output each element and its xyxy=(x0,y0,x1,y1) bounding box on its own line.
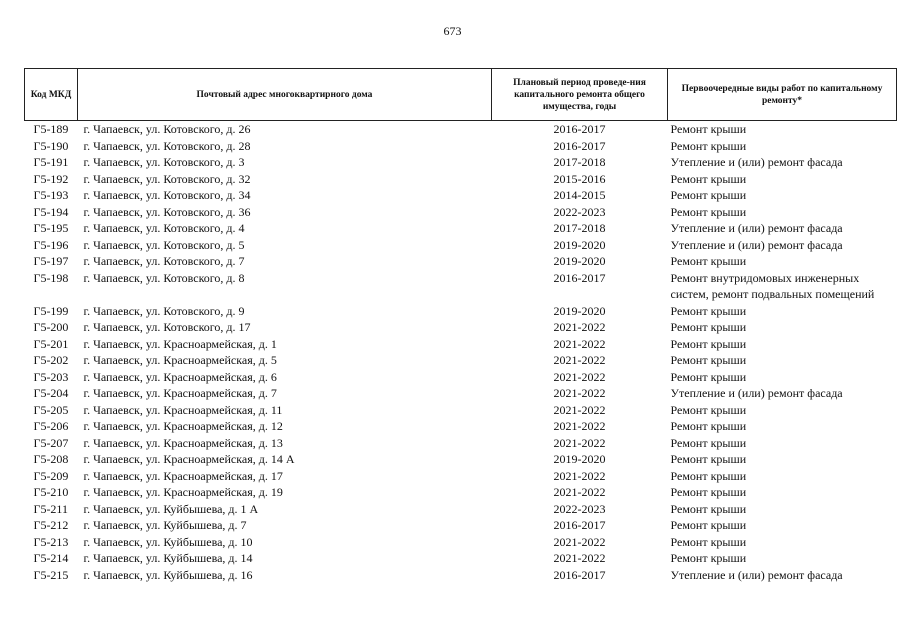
cell-period: 2019-2020 xyxy=(553,452,606,466)
cell-period: 2021-2022 xyxy=(553,485,606,499)
cell-code: Г5-200 xyxy=(33,320,69,334)
table-row xyxy=(25,385,897,402)
cell-address: г. Чапаевск, ул. Котовского, д. 7 xyxy=(83,254,245,268)
table-row xyxy=(25,204,897,221)
cell-address: г. Чапаевск, ул. Куйбышева, д. 10 xyxy=(83,534,253,549)
cell-period: 2017-2018 xyxy=(553,155,606,169)
cell-address: г. Чапаевск, ул. Красноармейская, д. 7 xyxy=(83,386,277,400)
cell-address: г. Чапаевск, ул. Котовского, д. 9 xyxy=(83,303,245,318)
cell-address: г. Чапаевск, ул. Красноармейская, д. 12 xyxy=(83,419,283,433)
cell-code: Г5-204 xyxy=(33,386,69,400)
cell-address: г. Чапаевск, ул. Куйбышева, д. 7 xyxy=(83,518,247,532)
cell-period: 2016-2017 xyxy=(553,122,606,136)
cell-works: Утепление и (или) ремонт фасада xyxy=(670,567,843,582)
table-row xyxy=(25,517,897,534)
cell-code: Г5-194 xyxy=(33,204,69,219)
table-row xyxy=(25,468,897,485)
cell-code: Г5-209 xyxy=(33,468,69,483)
table-row xyxy=(25,138,897,155)
cell-address: г. Чапаевск, ул. Куйбышева, д. 14 xyxy=(83,551,253,565)
table-row xyxy=(25,220,897,237)
cell-address: г. Чапаевск, ул. Красноармейская, д. 6 xyxy=(83,369,277,384)
cell-period: 2022-2023 xyxy=(553,501,606,516)
header-period: Плановый период проведе-ния капитального ремонта общего имущества, годы xyxy=(492,69,668,121)
cell-works: Ремонт крыши xyxy=(670,501,747,516)
cell-code: Г5-191 xyxy=(33,155,69,169)
cell-works: Ремонт крыши xyxy=(670,435,747,450)
cell-code: Г5-207 xyxy=(33,435,69,450)
cell-code: Г5-197 xyxy=(33,254,69,268)
cell-period: 2022-2023 xyxy=(553,204,606,219)
cell-works: Ремонт крыши xyxy=(670,320,747,334)
cell-works: Ремонт крыши xyxy=(670,551,747,565)
cell-works: Ремонт крыши xyxy=(670,122,747,136)
cell-address: г. Чапаевск, ул. Котовского, д. 34 xyxy=(83,188,251,202)
cell-address: г. Чапаевск, ул. Красноармейская, д. 14 А xyxy=(83,452,295,466)
cell-works: Утепление и (или) ремонт фасада xyxy=(670,221,843,235)
cell-address: г. Чапаевск, ул. Котовского, д. 17 xyxy=(83,320,251,334)
cell-code: Г5-193 xyxy=(33,188,69,202)
cell-period: 2019-2020 xyxy=(553,254,606,268)
table-row xyxy=(25,534,897,551)
table-row xyxy=(25,270,897,303)
cell-address: г. Чапаевск, ул. Куйбышева, д. 16 xyxy=(83,567,253,582)
cell-address: г. Чапаевск, ул. Котовского, д. 5 xyxy=(83,237,245,252)
cell-code: Г5-213 xyxy=(33,534,69,549)
cell-code: Г5-208 xyxy=(33,452,69,466)
cell-works: Утепление и (или) ремонт фасада xyxy=(670,237,843,252)
cell-code: Г5-199 xyxy=(33,303,69,318)
cell-code: Г5-210 xyxy=(33,485,69,499)
header-address: Почтовый адрес многоквартирного дома xyxy=(78,69,492,121)
cell-code: Г5-205 xyxy=(33,402,69,417)
cell-code: Г5-212 xyxy=(33,518,69,532)
cell-address: г. Чапаевск, ул. Котовского, д. 8 xyxy=(83,270,245,285)
cell-works: Утепление и (или) ремонт фасада xyxy=(670,386,843,400)
table-row xyxy=(25,171,897,188)
cell-address: г. Чапаевск, ул. Красноармейская, д. 13 xyxy=(83,435,283,450)
cell-address: г. Чапаевск, ул. Красноармейская, д. 5 xyxy=(83,353,277,367)
cell-works: Ремонт крыши xyxy=(670,303,747,318)
repair-schedule-table xyxy=(24,68,897,583)
cell-works: Утепление и (или) ремонт фасада xyxy=(670,155,843,169)
cell-works: Ремонт крыши xyxy=(670,485,747,499)
cell-code: Г5-201 xyxy=(33,336,69,351)
cell-address: г. Чапаевск, ул. Красноармейская, д. 17 xyxy=(83,468,283,483)
header-code: Код МКД xyxy=(25,69,78,121)
cell-works: Ремонт крыши xyxy=(670,518,747,532)
table-row xyxy=(25,352,897,369)
cell-works: Ремонт крыши xyxy=(670,353,747,367)
table-row xyxy=(25,369,897,386)
table-row xyxy=(25,435,897,452)
cell-period: 2021-2022 xyxy=(553,353,606,367)
cell-code: Г5-195 xyxy=(33,221,69,235)
cell-address: г. Чапаевск, ул. Котовского, д. 4 xyxy=(83,221,245,235)
cell-period: 2015-2016 xyxy=(553,171,606,186)
cell-code: Г5-215 xyxy=(33,567,69,582)
cell-works: Ремонт крыши xyxy=(670,188,747,202)
header-works: Первоочередные виды работ по капитальному ремонту* xyxy=(668,69,897,121)
cell-period: 2016-2017 xyxy=(553,567,606,582)
table-row xyxy=(25,121,897,138)
cell-works: Ремонт крыши xyxy=(670,369,747,384)
table-row xyxy=(25,303,897,320)
cell-code: Г5-192 xyxy=(33,171,69,186)
cell-period: 2014-2015 xyxy=(553,188,606,202)
cell-code: Г5-189 xyxy=(33,122,69,136)
table-body xyxy=(25,121,897,584)
cell-period: 2021-2022 xyxy=(553,320,606,334)
cell-period: 2021-2022 xyxy=(553,419,606,433)
header-row xyxy=(25,69,897,121)
cell-period: 2021-2022 xyxy=(553,534,606,549)
cell-period: 2019-2020 xyxy=(553,303,606,318)
cell-code: Г5-203 xyxy=(33,369,69,384)
table-row xyxy=(25,187,897,204)
cell-address: г. Чапаевск, ул. Котовского, д. 32 xyxy=(83,171,251,186)
cell-address: г. Чапаевск, ул. Красноармейская, д. 1 xyxy=(83,336,277,351)
cell-address: г. Чапаевск, ул. Котовского, д. 3 xyxy=(83,155,245,169)
cell-period: 2016-2017 xyxy=(553,270,606,285)
cell-works: Ремонт крыши xyxy=(670,468,747,483)
table-header xyxy=(25,69,897,121)
cell-address: г. Чапаевск, ул. Красноармейская, д. 19 xyxy=(83,485,283,499)
table-row xyxy=(25,451,897,468)
table-row xyxy=(25,484,897,501)
table-row xyxy=(25,336,897,353)
cell-address: г. Чапаевск, ул. Котовского, д. 28 xyxy=(83,138,251,153)
table-row xyxy=(25,154,897,171)
cell-period: 2021-2022 xyxy=(553,402,606,417)
cell-period: 2021-2022 xyxy=(553,386,606,400)
cell-works: Ремонт крыши xyxy=(670,402,747,417)
table-row xyxy=(25,402,897,419)
cell-works: Ремонт крыши xyxy=(670,534,747,549)
cell-address: г. Чапаевск, ул. Красноармейская, д. 11 xyxy=(83,402,283,417)
cell-period: 2021-2022 xyxy=(553,468,606,483)
cell-period: 2019-2020 xyxy=(553,237,606,252)
table-row xyxy=(25,418,897,435)
table-row xyxy=(25,501,897,518)
cell-address: г. Чапаевск, ул. Котовского, д. 26 xyxy=(83,122,251,136)
cell-works: Ремонт крыши xyxy=(670,204,747,219)
cell-works: Ремонт внутридомовых инженерных систем, ремонт подвальных помещений xyxy=(670,270,875,301)
table-row xyxy=(25,319,897,336)
cell-code: Г5-202 xyxy=(33,353,69,367)
cell-period: 2021-2022 xyxy=(553,336,606,351)
cell-code: Г5-214 xyxy=(33,551,69,565)
cell-works: Ремонт крыши xyxy=(670,336,747,351)
cell-address: г. Чапаевск, ул. Куйбышева, д. 1 А xyxy=(83,501,259,516)
cell-period: 2021-2022 xyxy=(553,435,606,450)
cell-period: 2016-2017 xyxy=(553,138,606,153)
cell-code: Г5-206 xyxy=(33,419,69,433)
cell-address: г. Чапаевск, ул. Котовского, д. 36 xyxy=(83,204,251,219)
cell-period: 2017-2018 xyxy=(553,221,606,235)
cell-works: Ремонт крыши xyxy=(670,254,747,268)
cell-period: 2021-2022 xyxy=(553,369,606,384)
cell-period: 2021-2022 xyxy=(553,551,606,565)
cell-code: Г5-198 xyxy=(33,270,69,285)
cell-code: Г5-190 xyxy=(33,138,69,153)
cell-code: Г5-196 xyxy=(33,237,69,252)
cell-code: Г5-211 xyxy=(33,501,68,516)
table-row xyxy=(25,567,897,584)
page-number: 673 xyxy=(443,24,462,38)
cell-works: Ремонт крыши xyxy=(670,452,747,466)
table-row xyxy=(25,237,897,254)
cell-works: Ремонт крыши xyxy=(670,419,747,433)
table-row xyxy=(25,550,897,567)
table-row xyxy=(25,253,897,270)
cell-period: 2016-2017 xyxy=(553,518,606,532)
cell-works: Ремонт крыши xyxy=(670,138,747,153)
cell-works: Ремонт крыши xyxy=(670,171,747,186)
